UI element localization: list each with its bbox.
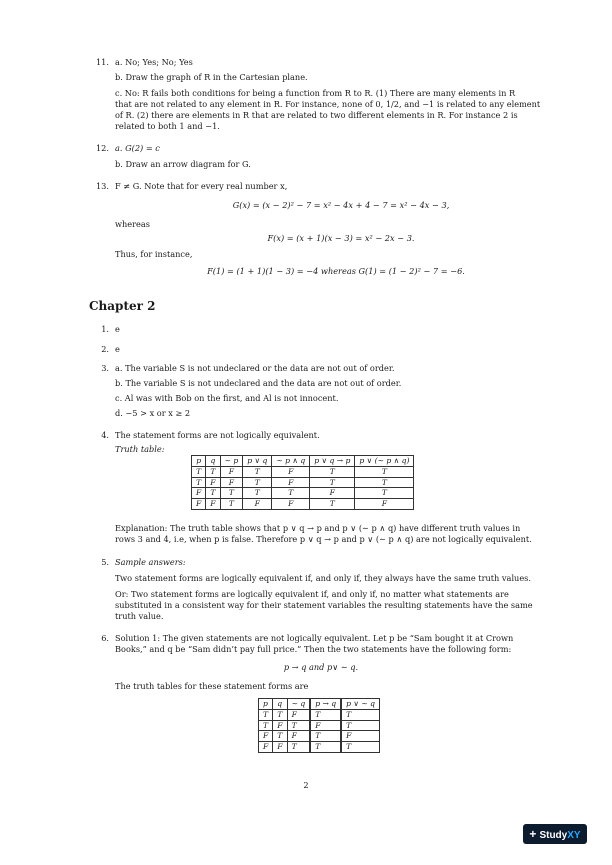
answer-line: Explanation: The truth table shows that p ∨ q → p and p ∨ (∼ p ∧ q) have different truth values in [115, 523, 521, 533]
table-cell: T [310, 742, 341, 753]
table-cell: F [220, 477, 243, 488]
table-row [259, 720, 380, 731]
answer-line: Sample answers: [115, 557, 186, 567]
item-number: 12. [95, 143, 109, 153]
table-cell: T [206, 466, 220, 477]
table-cell: F [206, 477, 220, 488]
answer-line: e [115, 324, 120, 334]
item-number: 6. [101, 633, 109, 643]
table-cell: T [341, 709, 379, 720]
answer-line: truth value. [115, 611, 164, 621]
table-cell: F [220, 466, 243, 477]
table-cell: F [192, 488, 206, 499]
table-cell: T [259, 709, 273, 720]
table-cell: F [192, 499, 206, 510]
answer-line: rows 3 and 4, i.e, when p is false. Therefore p ∨ q → p and p ∨ (∼ p ∧ q) are not logically equivalent. [115, 534, 532, 544]
answer-line: b. Draw an arrow diagram for G. [115, 159, 251, 169]
answer-line: c. Al was with Bob on the first, and Al is not innocent. [115, 393, 339, 403]
logo-text-xy: XY [567, 830, 581, 841]
table-header-cell: p ∨ (∼ p ∧ q) [355, 456, 414, 467]
table-cell: T [220, 488, 243, 499]
truth-table-2 [258, 698, 380, 753]
answer-line: b. Draw the graph of R in the Cartesian plane. [115, 72, 308, 82]
table-cell: F [287, 709, 310, 720]
table-cell: F [259, 731, 273, 742]
answer-line: whereas [115, 219, 150, 229]
table-cell: F [273, 742, 287, 753]
item-number: 3. [101, 363, 109, 373]
equation: F(x) = (x + 1)(x − 3) = x² − 2x − 3. [267, 233, 415, 243]
table-cell: T [341, 742, 379, 753]
table-cell: F [355, 499, 414, 510]
table-cell: F [243, 499, 272, 510]
equation: F(1) = (1 + 1)(1 − 3) = −4 whereas G(1) = (1 − 2)² − 7 = −6. [207, 266, 465, 276]
table-cell: T [341, 720, 379, 731]
table-cell: T [310, 499, 355, 510]
table-cell: T [273, 709, 287, 720]
table-cell: F [341, 731, 379, 742]
table-cell: T [192, 466, 206, 477]
table-row [259, 742, 380, 753]
answer-line: e [115, 344, 120, 354]
table-row [259, 709, 380, 720]
table-cell: T [355, 488, 414, 499]
table-cell: F [206, 499, 220, 510]
truth-table-label: Truth table: [115, 444, 165, 454]
answer-line: of R. (2) there are elements in R that are related to two different elements in R. For instance 2 is [115, 110, 518, 120]
answer-line: substituted in a consistent way for their statement variables the resulting statements have the same [115, 600, 533, 610]
table-header-cell: p ∨ ∼ q [341, 699, 379, 710]
answer-line: related to both 1 and −1. [115, 121, 220, 131]
answer-line: Solution 1: The given statements are not logically equivalent. Let p be “Sam bought it at Crown [115, 633, 514, 643]
table-cell: F [272, 499, 310, 510]
table-cell: T [272, 488, 310, 499]
table-cell: T [259, 720, 273, 731]
page-number: 2 [303, 780, 309, 790]
item-number: 4. [101, 430, 109, 440]
table-cell: F [273, 720, 287, 731]
table-cell: F [310, 720, 341, 731]
answer-line: The statement forms are not logically equivalent. [115, 430, 320, 440]
item-number: 13. [95, 181, 109, 191]
chapter-heading: Chapter 2 [89, 299, 156, 313]
table-header-cell: ∼ q [287, 699, 310, 710]
table-cell: T [310, 477, 355, 488]
item-number: 5. [101, 557, 109, 567]
answer-line: that are not related to any element in R. For instance, none of 0, 1/2, and −1 is related to any element [115, 99, 541, 109]
table-cell: F [272, 477, 310, 488]
table-cell: T [243, 477, 272, 488]
table-cell: F [310, 488, 355, 499]
table-cell: T [355, 477, 414, 488]
table-row [192, 466, 414, 477]
table-header-row [192, 456, 414, 467]
table-header-cell: ∼ p ∧ q [272, 456, 310, 467]
answer-line: a. The variable S is not undeclared or the data are not out of order. [115, 363, 395, 373]
table-row [192, 488, 414, 499]
answer-line: Thus, for instance, [115, 249, 193, 259]
table-cell: F [272, 466, 310, 477]
studyxy-logo [523, 824, 587, 844]
table-row [259, 731, 380, 742]
table-cell: T [243, 488, 272, 499]
table-header-cell: q [206, 456, 220, 467]
answer-line: a. G(2) = c [115, 143, 160, 153]
table-header-cell: p ∨ q [243, 456, 272, 467]
table-cell: T [355, 466, 414, 477]
answer-line: Or: Two statement forms are logically equivalent if, and only if, no matter what statements are [115, 589, 509, 599]
equation: p → q and p∨ ∼ q. [283, 662, 359, 672]
table-cell: T [310, 731, 341, 742]
answer-line: b. The variable S is not undeclared and the data are not out of order. [115, 378, 402, 388]
table-cell: T [220, 499, 243, 510]
answer-line: F ≠ G. Note that for every real number x, [115, 181, 288, 191]
table-header-cell: p [192, 456, 206, 467]
table-cell: T [206, 488, 220, 499]
table-cell: T [273, 731, 287, 742]
table-cell: F [259, 742, 273, 753]
table-header-cell: p [259, 699, 273, 710]
table-row [192, 477, 414, 488]
answer-line: Two statement forms are logically equivalent if, and only if, they always have the same truth values. [115, 573, 531, 583]
answer-line: Books,” and q be “Sam didn’t pay full price.” Then the two statements have the following form: [115, 644, 512, 654]
table-cell: T [287, 742, 310, 753]
table-cell: T [310, 466, 355, 477]
logo-text-study: Study [539, 830, 568, 841]
item-number: 1. [101, 324, 109, 334]
table-cell: T [243, 466, 272, 477]
table-header-cell: p ∨ q → p [310, 456, 355, 467]
answer-line: The truth tables for these statement forms are [115, 681, 309, 691]
answer-line: c. No: R fails both conditions for being a function from R to R. (1) There are many elements in R [115, 88, 516, 98]
table-header-row [259, 699, 380, 710]
plus-icon: + [529, 827, 537, 841]
table-header-cell: q [273, 699, 287, 710]
table-row [192, 499, 414, 510]
truth-table-1 [191, 455, 414, 510]
table-cell: F [287, 731, 310, 742]
table-cell: T [287, 720, 310, 731]
table-header-cell: ∼ p [220, 456, 243, 467]
answer-line: a. No; Yes; No; Yes [115, 57, 193, 67]
equation: G(x) = (x − 2)² − 7 = x² − 4x + 4 − 7 = x² − 4x − 3, [232, 200, 450, 210]
table-cell: T [310, 709, 341, 720]
table-header-cell: p → q [310, 699, 341, 710]
item-number: 11. [95, 57, 109, 67]
item-number: 2. [101, 344, 109, 354]
answer-line: d. −5 > x or x ≥ 2 [115, 408, 191, 418]
table-cell: T [192, 477, 206, 488]
